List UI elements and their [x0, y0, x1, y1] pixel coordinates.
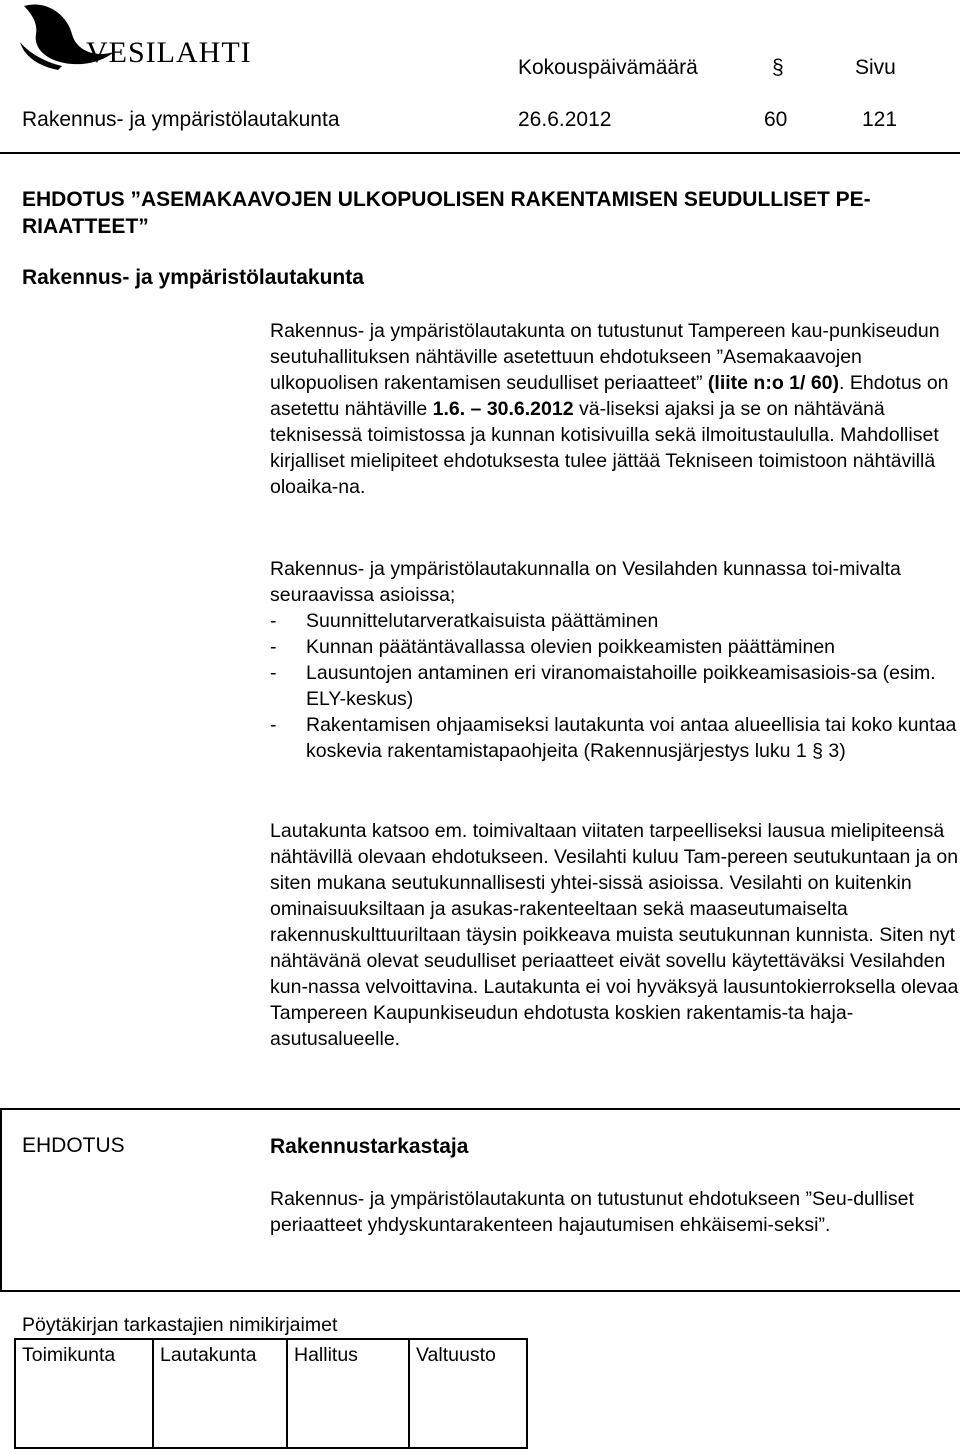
- list-item-text: Lausuntojen antaminen eri viranomaistahoille poikkeamisasiois-sa (esim. ELY-keskus): [306, 662, 936, 710]
- statement-paragraph: Lautakunta katsoo em. toimivaltaan viitaten tarpeelliseksi lausua mielipiteensä nähtävillä olevaan ehdotukseen. Vesilahti kuluu Tam-pereen seutukuntaan ja on siten mukana seutukunnallisesti yhtei-sissä asioissa. Vesilahti on kuitenkin ominaisuuksiltaan ja asukas-rakenteeltaan sekä maaseutumaiselta rakennuskulttuuriltaan täysin poikkeava muista seutukunnan kunnista. Siten nyt nähtävänä olevat seudulliset periaatteet eivät sovellu käytettäväksi Vesilahden kun-nassa velvoittavina. Lautakunta ei voi hyväksyä lausuntokierroksella olevaa Tampereen Kaupunkiseudun ehdotusta koskien rakentamis-ta haja-asutusalueelle.: [270, 820, 959, 1050]
- initials-title: Pöytäkirjan tarkastajien nimikirjaimet: [22, 1314, 338, 1336]
- initials-header: Valtuusto: [416, 1344, 496, 1366]
- list-item: [270, 608, 960, 634]
- section-number: 60: [764, 108, 788, 131]
- intro-paragraph: [270, 318, 960, 500]
- intro-text-2: . Ehdotus on asetettu nähtäville: [270, 372, 949, 420]
- initials-cell: [287, 1339, 409, 1448]
- initials-table: [14, 1338, 528, 1449]
- meeting-date-label: Kokouspäivämäärä: [518, 56, 698, 79]
- list-dash: -: [270, 714, 277, 736]
- footer-divider: [0, 1290, 960, 1292]
- initials-cell: [15, 1339, 153, 1448]
- list-item: [270, 634, 960, 660]
- list-item: [270, 712, 960, 764]
- logo-wordmark: VESILAHTI: [86, 36, 252, 69]
- meeting-date: 26.6.2012: [518, 108, 612, 131]
- header-divider: [0, 152, 960, 154]
- committee-heading: Rakennus- ja ympäristölautakunta: [22, 266, 364, 289]
- committee-name: Rakennus- ja ympäristölautakunta: [22, 108, 340, 131]
- section-symbol: §: [772, 56, 784, 79]
- frame-left-border: [0, 1108, 2, 1290]
- initials-header: Lautakunta: [160, 1344, 257, 1366]
- list-dash: -: [270, 610, 277, 632]
- list-item-text: Rakentamisen ohjaamiseksi lautakunta voi antaa alueellisia tai koko kuntaa koskevia rakentamistapaohjeita (Rakennusjärjestys luku 1 § 3): [306, 714, 957, 762]
- intro-text-3: vä-liseksi ajaksi ja se on nähtävänä teknisessä toimistossa ja kunnan kotisivuilla sekä ilmoitustaululla. Mahdolliset kirjalliset mielipiteet ehdotuksesta tulee jättää Tekniseen toimistoon nähtävillä oloaika-na.: [270, 398, 939, 498]
- page-number: 121: [862, 108, 898, 131]
- list-item: [270, 660, 960, 712]
- list-item-text: Suunnittelutarveratkaisuista päättäminen: [306, 610, 659, 632]
- initials-header: Hallitus: [294, 1344, 358, 1366]
- display-period: 1.6. – 30.6.2012: [432, 398, 574, 420]
- list-dash: -: [270, 636, 277, 658]
- proposer: Rakennustarkastaja: [270, 1135, 469, 1158]
- initials-header: Toimikunta: [22, 1344, 116, 1366]
- proposal-divider: [0, 1108, 960, 1110]
- page-label: Sivu: [855, 56, 896, 79]
- vesilahti-logo: [14, 0, 254, 72]
- proposal-label: EHDOTUS: [22, 1134, 125, 1157]
- initials-cell: [153, 1339, 287, 1448]
- duties-section: [270, 556, 960, 764]
- duties-intro: Rakennus- ja ympäristölautakunnalla on Vesilahden kunnassa toi-mivalta seuraavissa asioissa;: [270, 558, 901, 606]
- intro-text-1: Rakennus- ja ympäristölautakunta on tutustunut Tampereen kau-punkiseudun seutuhallituksen nähtäville asetettuun ehdotukseen ”Asemakaavojen ulkopuolisen rakentamisen seudulliset periaatteet”: [270, 320, 940, 394]
- proposal-text: Rakennus- ja ympäristölautakunta on tutustunut ehdotukseen ”Seu-dulliset periaatteet yhdyskuntarakenteen hajautumisen ehkäisemi-seksi”.: [270, 1188, 914, 1236]
- attachment-reference: (liite n:o 1/ 60): [707, 372, 840, 394]
- document-title: EHDOTUS ”ASEMAKAAVOJEN ULKOPUOLISEN RAKENTAMISEN SEUDULLISET PE-RIAATTEET”: [22, 188, 871, 238]
- initials-cell: [409, 1339, 527, 1448]
- list-item-text: Kunnan päätäntävallassa olevien poikkeamisten päättäminen: [306, 636, 836, 658]
- list-dash: -: [270, 662, 277, 684]
